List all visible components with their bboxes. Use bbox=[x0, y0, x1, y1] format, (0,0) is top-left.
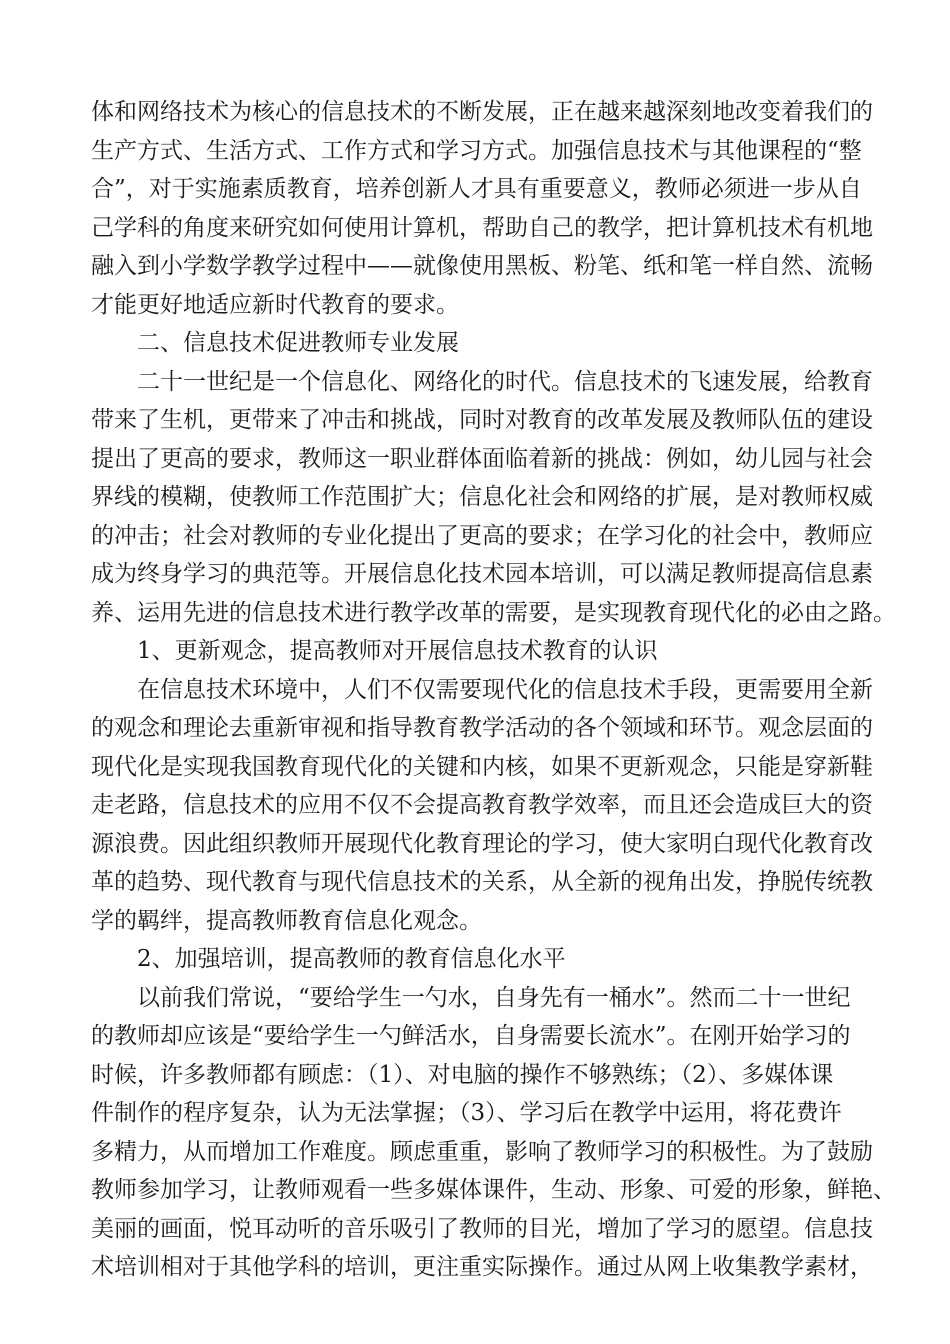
text-line: 己学科的角度来研究如何使用计算机，帮助自己的教学，把计算机技术有机地 bbox=[91, 214, 873, 241]
text-line: 合”，对于实施素质教育，培养创新人才具有重要意义，教师必须进一步从自 bbox=[91, 176, 862, 202]
text-line: 体和网络技术为核心的信息技术的不断发展，正在越来越深刻地改变着我们的 bbox=[91, 99, 873, 125]
text-line: 多精力，从而增加工作难度。顾虑重重，影响了教师学习的积极性。为了鼓励 bbox=[91, 1138, 873, 1165]
text-line: 在信息技术环境中，人们不仅需要现代化的信息技术手段，更需要用全新 bbox=[137, 676, 873, 703]
text-line: 的教师却应该是“要给学生一勺鲜活水，自身需要长流水”。在刚开始学习的 bbox=[91, 1023, 851, 1049]
subsection-heading: 2、加强培训，提高教师的教育信息化水平 bbox=[137, 946, 566, 972]
section-heading: 二、信息技术促进教师专业发展 bbox=[137, 330, 459, 356]
text-line: 成为终身学习的典范等。开展信息化技术园本培训，可以满足教师提高信息素 bbox=[91, 561, 873, 587]
text-line: 革的趋势、现代教育与现代信息技术的关系，从全新的视角出发，挣脱传统教 bbox=[91, 869, 873, 895]
text-line: 界线的模糊，使教师工作范围扩大；信息化社会和网络的扩展，是对教师权威 bbox=[91, 484, 873, 510]
text-line: 以前我们常说，“要给学生一勺水，自身先有一桶水”。然而二十一世纪 bbox=[137, 984, 851, 1011]
text-line: 现代化是实现我国教育现代化的关键和内核，如果不更新观念，只能是穿新鞋 bbox=[91, 753, 873, 780]
text-line: 融入到小学数学教学过程中——就像使用黑板、粉笔、纸和笔一样自然、流畅 bbox=[91, 253, 873, 279]
text-line: 走老路，信息技术的应用不仅不会提高教育教学效率，而且还会造成巨大的资 bbox=[91, 792, 873, 818]
text-line: 二十一世纪是一个信息化、网络化的时代。信息技术的飞速发展，给教育 bbox=[137, 368, 873, 395]
text-line: 提出了更高的要求，教师这一职业群体面临着新的挑战：例如，幼儿园与社会 bbox=[91, 445, 873, 472]
text-line: 的观念和理论去重新审视和指导教育教学活动的各个领域和环节。观念层面的 bbox=[91, 715, 873, 741]
text-line: 带来了生机，更带来了冲击和挑战，同时对教育的改革发展及教师队伍的建设 bbox=[91, 407, 873, 433]
text-line: 教师参加学习，让教师观看一些多媒体课件，生动、形象、可爱的形象，鲜艳、 bbox=[91, 1177, 896, 1203]
text-line: 件制作的程序复杂，认为无法掌握；（3）、学习后在教学中运用，将花费许 bbox=[91, 1100, 842, 1126]
subsection-heading: 1、更新观念，提高教师对开展信息技术教育的认识 bbox=[137, 638, 658, 664]
text-line: 养、运用先进的信息技术进行教学改革的需要，是实现教育现代化的必由之路。 bbox=[91, 599, 896, 626]
text-line: 的冲击；社会对教师的专业化提出了更高的要求；在学习化的社会中，教师应 bbox=[91, 522, 873, 549]
text-line: 时候，许多教师都有顾虑：（1）、对电脑的操作不够熟练；（2）、多媒体课 bbox=[91, 1061, 834, 1088]
text-line: 美丽的画面，悦耳动听的音乐吸引了教师的目光，增加了学习的愿望。信息技 bbox=[91, 1215, 873, 1242]
text-line: 才能更好地适应新时代教育的要求。 bbox=[91, 291, 459, 318]
document-body bbox=[91, 93, 896, 1287]
text-line: 生产方式、生活方式、工作方式和学习方式。加强信息技术与其他课程的“整 bbox=[91, 137, 862, 164]
text-line: 源浪费。因此组织教师开展现代化教育理论的学习，使大家明白现代化教育改 bbox=[91, 830, 873, 857]
text-line: 学的羁绊，提高教师教育信息化观念。 bbox=[91, 907, 482, 934]
text-line: 术培训相对于其他学科的培训，更注重实际操作。通过从网上收集教学素材， bbox=[91, 1254, 873, 1280]
